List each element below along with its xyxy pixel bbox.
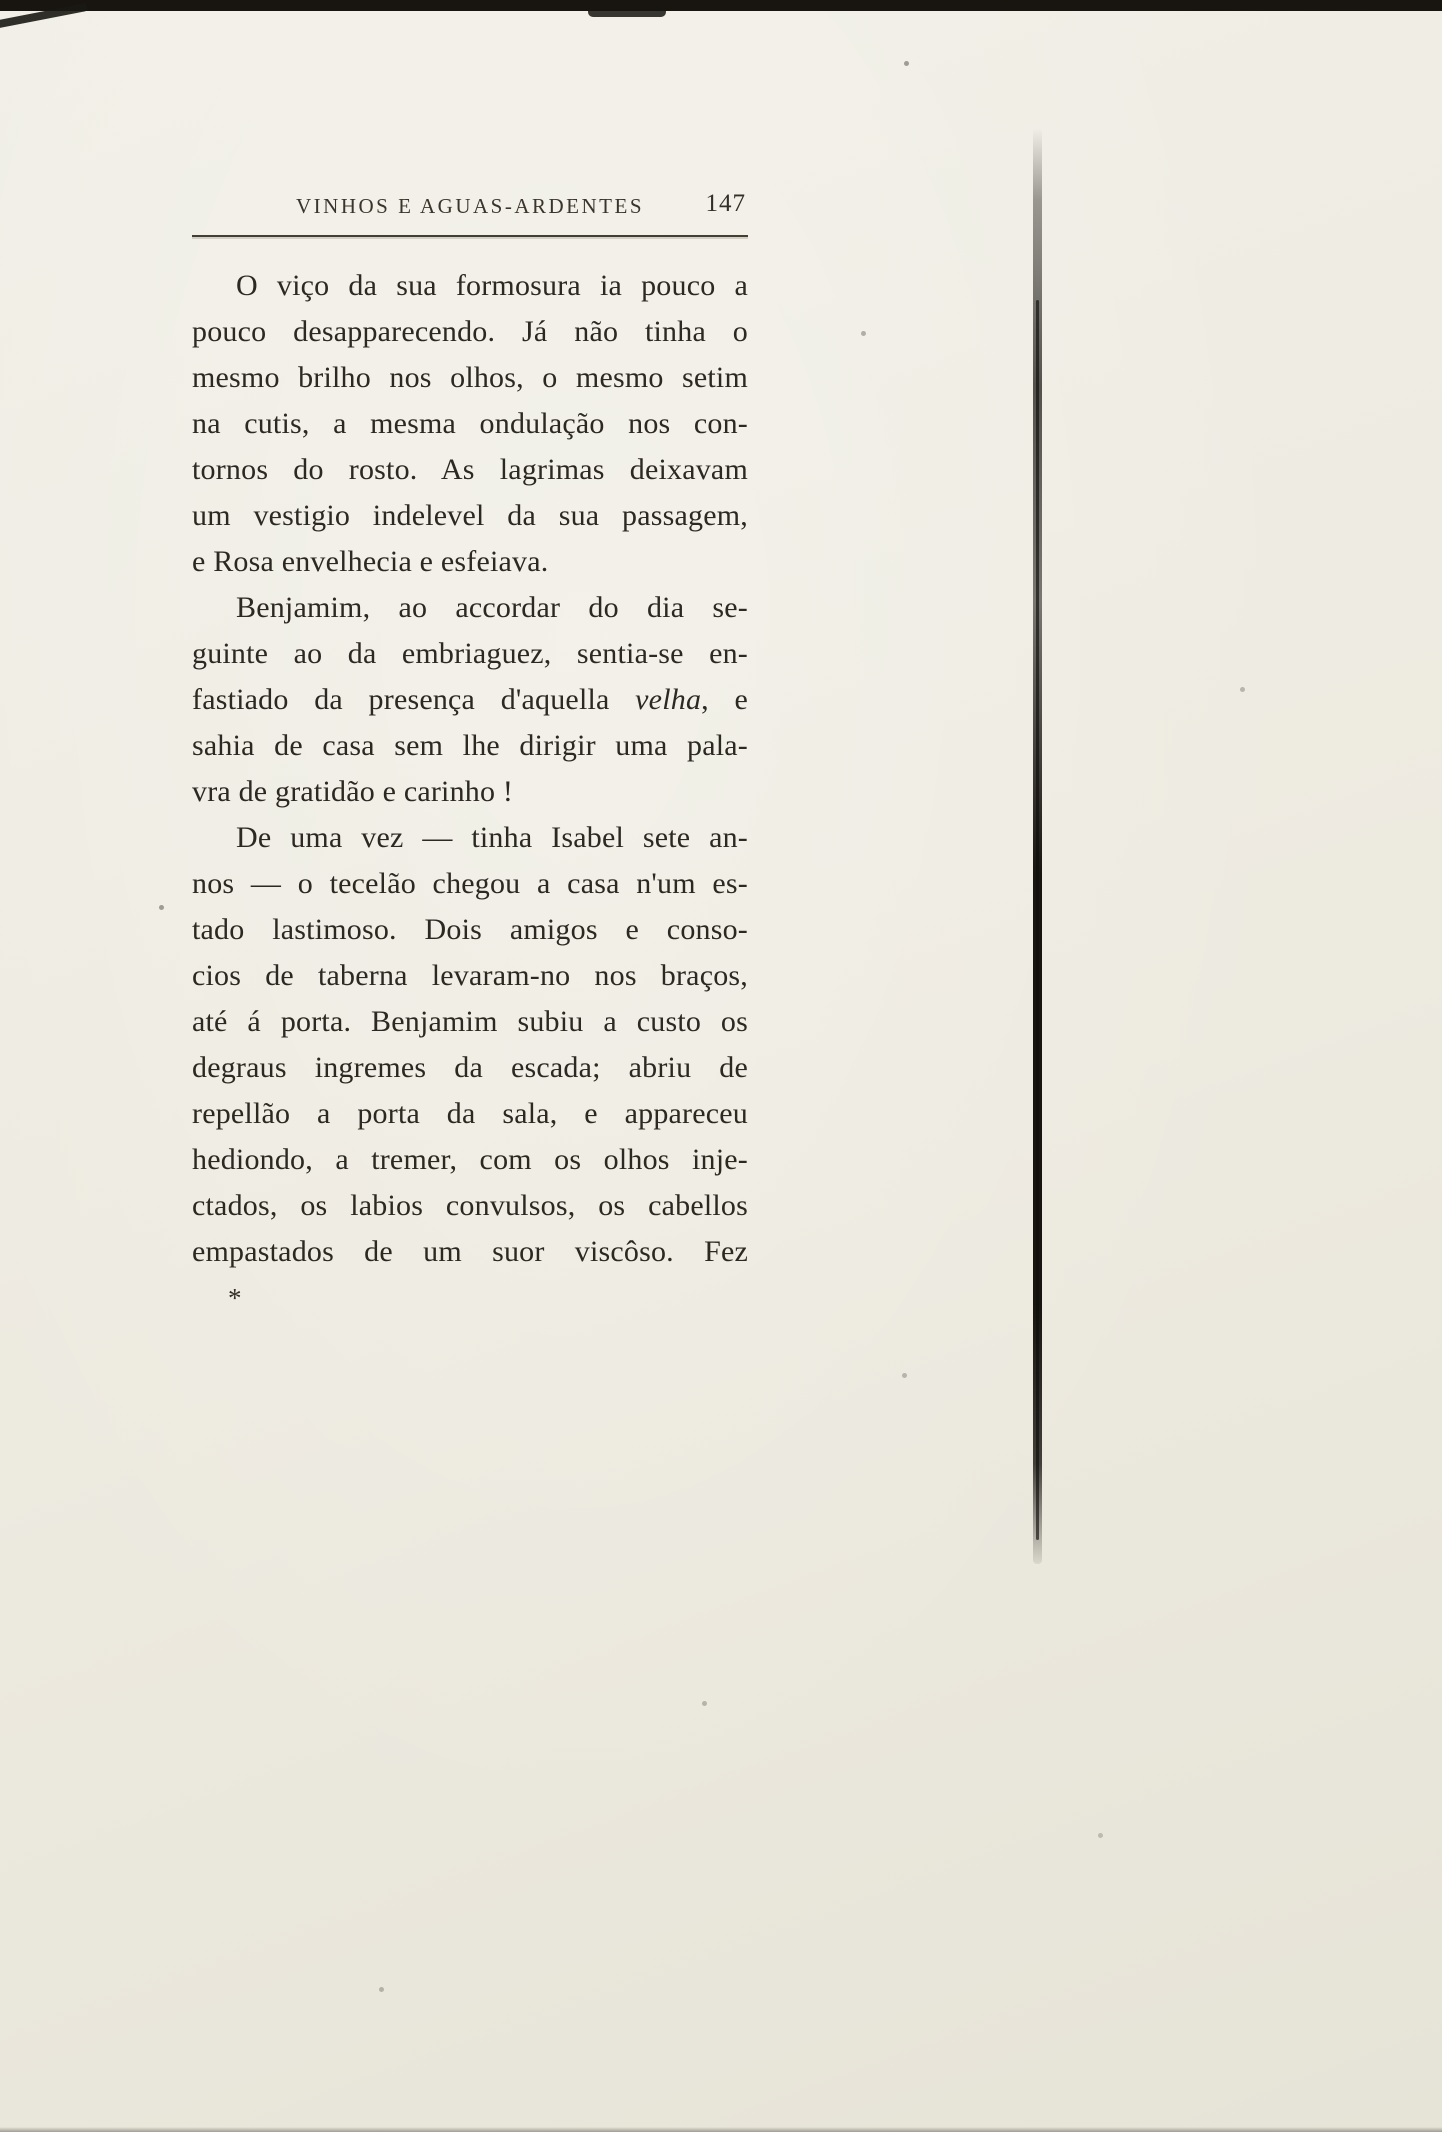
text-line: guinte ao da embriaguez, sentia-se en- (192, 637, 748, 670)
header-title: VINHOS E AGUAS-ARDENTES (295, 194, 645, 218)
header-rule (192, 235, 748, 237)
footer-asterisk: * (228, 1283, 242, 1313)
text-line: Benjamim, ao accordar do dia se- (236, 591, 748, 624)
text-line: pouco desapparecendo. Já não tinha o (192, 315, 748, 348)
text-line: mesmo brilho nos olhos, o mesmo setim (192, 361, 748, 394)
text-line: um vestigio indelevel da sua passagem, (192, 499, 748, 532)
text-line: degraus ingremes da escada; abriu de (192, 1051, 748, 1084)
text-line: cios de taberna levaram-no nos braços, (192, 959, 748, 992)
text-line: sahia de casa sem lhe dirigir uma pala- (192, 729, 748, 762)
scan-artifact-top-edge (0, 0, 1442, 11)
scan-artifact-specks (0, 0, 3, 3)
text-line: na cutis, a mesma ondulação nos con- (192, 407, 748, 440)
text-line: ctados, os labios convulsos, os cabellos (192, 1189, 748, 1222)
scan-artifact-bottom-edge (0, 2127, 1442, 2132)
text-line: tornos do rosto. As lagrimas deixavam (192, 453, 748, 486)
text-line: nos — o tecelão chegou a casa n'um es- (192, 867, 748, 900)
text-line: fastiado da presença d'aquella velha, e (192, 683, 748, 716)
page-number: 147 (705, 190, 746, 217)
text-line: repellão a porta da sala, e appareceu (192, 1097, 748, 1130)
text-line: O viço da sua formosura ia pouco a (236, 269, 748, 302)
text-block (192, 192, 748, 1314)
text-line: De uma vez — tinha Isabel sete an- (236, 821, 748, 854)
text-line: e Rosa envelhecia e esfeiava. (192, 545, 549, 578)
running-header (192, 192, 748, 226)
scan-artifact-right-binding-core (1036, 300, 1039, 1540)
text-line: empastados de um suor viscôso. Fez (192, 1235, 748, 1268)
text-line: hediondo, a tremer, com os olhos inje- (192, 1143, 748, 1176)
text-line: tado lastimoso. Dois amigos e conso- (192, 913, 748, 946)
body-lines (192, 263, 748, 1275)
text-line: até á porta. Benjamim subiu a custo os (192, 1005, 748, 1038)
text-line: vra de gratidão e carinho ! (192, 775, 514, 808)
